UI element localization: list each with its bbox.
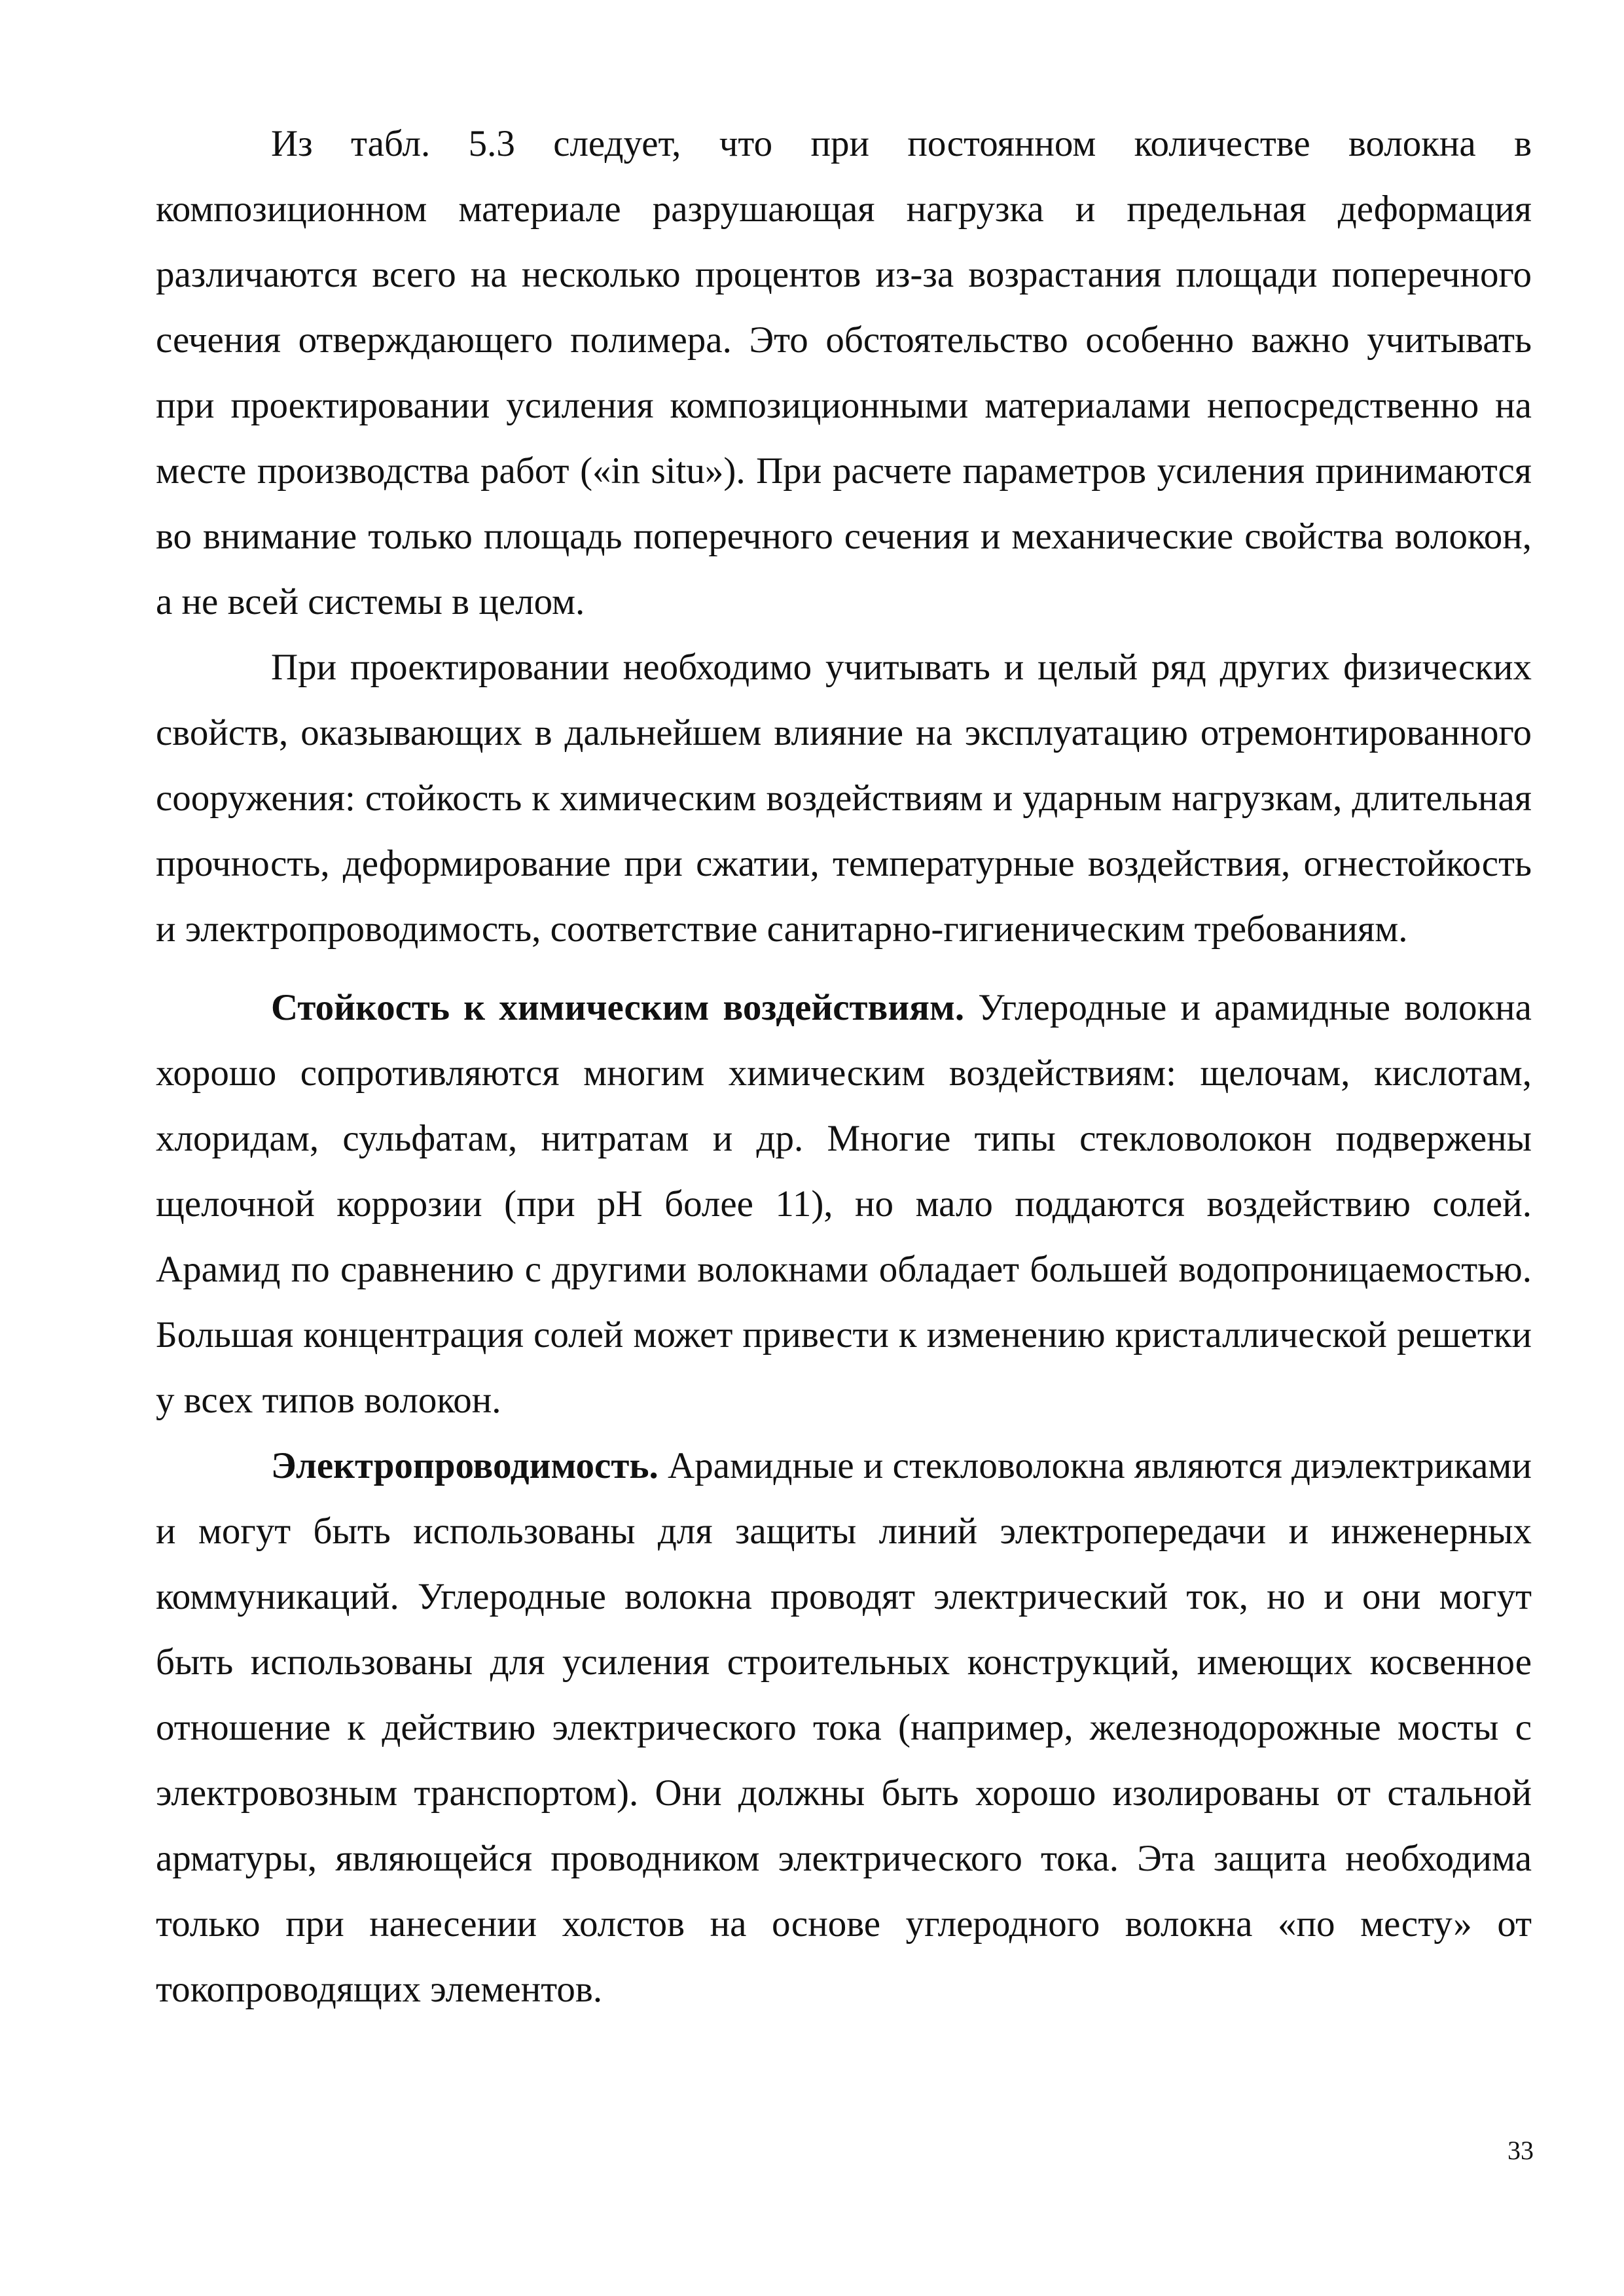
body-text — [156, 111, 1532, 2022]
paragraph-table-conclusion — [156, 111, 1532, 635]
paragraph-heading: Стойкость к химическим воздействиям. — [271, 987, 965, 1028]
paragraph-text: При проектировании необходимо учитывать и целый ряд других физических свойств, оказывающих в дальнейшем влияние на эксплуатацию отремонтированного сооружения: стойкость к химическим воздействиям и ударным нагрузкам, длительная прочность, деформирование при сжатии, температурные воздействия, огнестойкость и электропроводимость, соответствие санитарно-гигиеническим требованиям. — [156, 647, 1532, 950]
paragraph-text: Углеродные и арамидные волокна хорошо сопротивляются многим химическим воздействиям: щелочам, кислотам, хлоридам, сульфатам, нитратам и др. Многие типы стекловолокон подвержены щелочной коррозии (при pH более 11), но мало поддаются воздействию солей. Арамид по сравнению с другими волокнами обладает большей водопроницаемостью. Большая концентрация солей может привести к изменению кристаллической решетки у всех типов волокон. — [156, 987, 1532, 1421]
paragraph-electrical-conductivity — [156, 1433, 1532, 2022]
page-number: 33 — [1507, 2136, 1534, 2165]
paragraph-heading: Электропроводимость. — [271, 1445, 659, 1486]
paragraph-text: Из табл. 5.3 следует, что при постоянном количестве волокна в композиционном материале разрушающая нагрузка и предельная деформация различаются всего на несколько процентов из-за возрастания площади поперечного сечения отверждающего полимера. Это обстоятельство особенно важно учитывать при проектировании усиления композиционными материалами непосредственно на месте производства работ («in situ»). При расчете параметров усиления принимаются во внимание только площадь поперечного сечения и механические свойства волокон, а не всей системы в целом. — [156, 123, 1532, 622]
paragraph-physical-properties — [156, 635, 1532, 962]
paragraph-text: Арамидные и стекловолокна являются диэлектриками и могут быть использованы для защиты линий электропередачи и инженерных коммуникаций. Углеродные волокна проводят электрический ток, но и они могут быть использованы для усиления строительных конструкций, имеющих косвенное отношение к действию электрического тока (например, железнодорожные мосты с электровозным транспортом). Они должны быть хорошо изолированы от стальной арматуры, являющейся проводником электрического тока. Эта защита необходима только при нанесении холстов на основе углеродного волокна «по месту» от токопроводящих элементов. — [156, 1445, 1532, 2010]
paragraph-chemical-resistance — [156, 975, 1532, 1433]
